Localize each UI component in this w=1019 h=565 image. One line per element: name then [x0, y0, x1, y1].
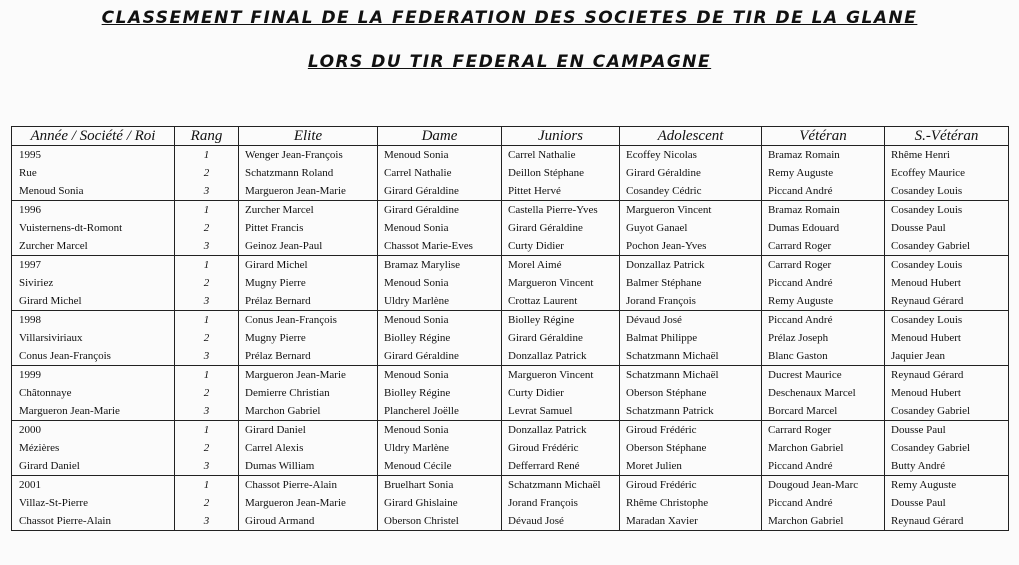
- table-cell: Oberson Stéphane: [620, 439, 762, 457]
- table-cell: Piccand André: [762, 311, 885, 330]
- table-cell: 1996: [12, 201, 175, 220]
- document-title: CLASSEMENT FINAL DE LA FEDERATION DES SOCIETES DE TIR DE LA GLANE: [101, 8, 918, 28]
- table-cell: Cosandey Louis: [885, 256, 1009, 275]
- table-cell: Villaz-St-Pierre: [12, 494, 175, 512]
- table-cell: Girard Géraldine: [378, 182, 502, 201]
- table-cell: Margueron Jean-Marie: [12, 402, 175, 421]
- table-row: [12, 384, 1009, 402]
- col-header-juniors: Juniors: [502, 127, 620, 146]
- table-cell: Dousse Paul: [885, 219, 1009, 237]
- table-cell: 3: [175, 237, 239, 256]
- table-cell: 2: [175, 329, 239, 347]
- table-cell: Girard Géraldine: [378, 201, 502, 220]
- table-row: [12, 494, 1009, 512]
- table-cell: Pittet Francis: [239, 219, 378, 237]
- table-cell: 1: [175, 311, 239, 330]
- table-cell: Menoud Hubert: [885, 274, 1009, 292]
- table-cell: Conus Jean-François: [239, 311, 378, 330]
- table-cell: Menoud Sonia: [378, 311, 502, 330]
- col-header-super-veteran: S.-Vétéran: [885, 127, 1009, 146]
- table-row: [12, 182, 1009, 201]
- table-cell: Donzallaz Patrick: [502, 347, 620, 366]
- table-row: [12, 292, 1009, 311]
- table-cell: Ecoffey Nicolas: [620, 146, 762, 165]
- table-row: [12, 402, 1009, 421]
- table-cell: Menoud Sonia: [378, 219, 502, 237]
- table-cell: Dougoud Jean-Marc: [762, 476, 885, 495]
- table-cell: Dousse Paul: [885, 494, 1009, 512]
- table-cell: Girard Géraldine: [502, 219, 620, 237]
- table-row: [12, 201, 1009, 220]
- ranking-table-body: [12, 146, 1009, 531]
- table-cell: Bramaz Romain: [762, 201, 885, 220]
- col-header-veteran: Vétéran: [762, 127, 885, 146]
- table-cell: 2: [175, 164, 239, 182]
- table-cell: Cosandey Louis: [885, 311, 1009, 330]
- table-row: [12, 347, 1009, 366]
- table-cell: Piccand André: [762, 182, 885, 201]
- table-cell: Menoud Hubert: [885, 329, 1009, 347]
- table-row: [12, 237, 1009, 256]
- table-cell: Oberson Christel: [378, 512, 502, 531]
- table-cell: 3: [175, 457, 239, 476]
- table-cell: Levrat Samuel: [502, 402, 620, 421]
- table-row: [12, 219, 1009, 237]
- table-cell: Prélaz Bernard: [239, 292, 378, 311]
- table-cell: Mugny Pierre: [239, 274, 378, 292]
- table-cell: Morel Aimé: [502, 256, 620, 275]
- table-cell: 1: [175, 421, 239, 440]
- table-cell: Rhême Henri: [885, 146, 1009, 165]
- table-cell: Piccand André: [762, 494, 885, 512]
- table-cell: Margueron Jean-Marie: [239, 494, 378, 512]
- table-cell: Giroud Frédéric: [620, 476, 762, 495]
- col-header-dame: Dame: [378, 127, 502, 146]
- table-row: [12, 366, 1009, 385]
- table-cell: Schatzmann Michaël: [620, 366, 762, 385]
- table-cell: Cosandey Gabriel: [885, 439, 1009, 457]
- table-cell: Margueron Vincent: [620, 201, 762, 220]
- table-cell: Dousse Paul: [885, 421, 1009, 440]
- header-row: [12, 127, 1009, 146]
- table-cell: 1: [175, 146, 239, 165]
- table-cell: Rhême Christophe: [620, 494, 762, 512]
- table-cell: Bramaz Marylise: [378, 256, 502, 275]
- table-cell: Guyot Ganael: [620, 219, 762, 237]
- table-cell: Biolley Régine: [378, 329, 502, 347]
- table-cell: Borcard Marcel: [762, 402, 885, 421]
- table-cell: Pochon Jean-Yves: [620, 237, 762, 256]
- table-cell: Cosandey Gabriel: [885, 402, 1009, 421]
- table-cell: Mézières: [12, 439, 175, 457]
- col-header-annee-societe-roi: Année / Société / Roi: [12, 127, 175, 146]
- table-cell: Donzallaz Patrick: [620, 256, 762, 275]
- table-cell: Jorand François: [620, 292, 762, 311]
- table-cell: Plancherel Joëlle: [378, 402, 502, 421]
- table-cell: 2001: [12, 476, 175, 495]
- table-cell: Oberson Stéphane: [620, 384, 762, 402]
- table-cell: Remy Auguste: [885, 476, 1009, 495]
- table-cell: Girard Géraldine: [620, 164, 762, 182]
- table-cell: Jaquier Jean: [885, 347, 1009, 366]
- table-cell: Bruelhart Sonia: [378, 476, 502, 495]
- table-cell: 1: [175, 256, 239, 275]
- table-cell: Ecoffey Maurice: [885, 164, 1009, 182]
- table-cell: Siviriez: [12, 274, 175, 292]
- table-cell: Margueron Jean-Marie: [239, 366, 378, 385]
- table-cell: Girard Géraldine: [502, 329, 620, 347]
- table-cell: 3: [175, 292, 239, 311]
- table-row: [12, 476, 1009, 495]
- table-cell: Prélaz Bernard: [239, 347, 378, 366]
- table-cell: 1: [175, 476, 239, 495]
- table-cell: Vuisternens-dt-Romont: [12, 219, 175, 237]
- table-cell: Remy Auguste: [762, 164, 885, 182]
- table-row: [12, 329, 1009, 347]
- table-row: [12, 256, 1009, 275]
- table-cell: Rue: [12, 164, 175, 182]
- table-cell: Jorand François: [502, 494, 620, 512]
- table-cell: Margueron Vincent: [502, 274, 620, 292]
- table-row: [12, 164, 1009, 182]
- table-cell: Bramaz Romain: [762, 146, 885, 165]
- table-cell: Dévaud José: [502, 512, 620, 531]
- table-cell: 1: [175, 366, 239, 385]
- table-cell: 2000: [12, 421, 175, 440]
- table-cell: Chassot Pierre-Alain: [12, 512, 175, 531]
- table-cell: Deschenaux Marcel: [762, 384, 885, 402]
- table-cell: Margueron Jean-Marie: [239, 182, 378, 201]
- table-cell: 3: [175, 402, 239, 421]
- table-cell: Menoud Sonia: [378, 274, 502, 292]
- table-cell: Ducrest Maurice: [762, 366, 885, 385]
- table-cell: Pittet Hervé: [502, 182, 620, 201]
- table-cell: 3: [175, 512, 239, 531]
- table-cell: Defferrard René: [502, 457, 620, 476]
- table-cell: Balmat Philippe: [620, 329, 762, 347]
- table-cell: Donzallaz Patrick: [502, 421, 620, 440]
- table-cell: Cosandey Louis: [885, 182, 1009, 201]
- table-cell: Giroud Frédéric: [620, 421, 762, 440]
- table-cell: Zurcher Marcel: [239, 201, 378, 220]
- table-cell: Margueron Vincent: [502, 366, 620, 385]
- table-cell: Reynaud Gérard: [885, 366, 1009, 385]
- table-cell: Menoud Sonia: [378, 146, 502, 165]
- table-cell: Castella Pierre-Yves: [502, 201, 620, 220]
- table-cell: Reynaud Gérard: [885, 512, 1009, 531]
- table-cell: Carrard Roger: [762, 421, 885, 440]
- table-cell: Schatzmann Patrick: [620, 402, 762, 421]
- table-cell: Girard Michel: [239, 256, 378, 275]
- table-cell: Giroud Frédéric: [502, 439, 620, 457]
- table-cell: Carrard Roger: [762, 237, 885, 256]
- table-cell: Moret Julien: [620, 457, 762, 476]
- table-cell: Piccand André: [762, 457, 885, 476]
- table-cell: Wenger Jean-François: [239, 146, 378, 165]
- table-cell: Carrel Alexis: [239, 439, 378, 457]
- table-cell: Carrard Roger: [762, 256, 885, 275]
- table-cell: Menoud Sonia: [12, 182, 175, 201]
- table-cell: Cosandey Gabriel: [885, 237, 1009, 256]
- table-cell: Marchon Gabriel: [762, 512, 885, 531]
- table-cell: 3: [175, 182, 239, 201]
- table-cell: 2: [175, 494, 239, 512]
- table-row: [12, 421, 1009, 440]
- table-cell: Demierre Christian: [239, 384, 378, 402]
- table-cell: Blanc Gaston: [762, 347, 885, 366]
- table-row: [12, 512, 1009, 531]
- table-cell: Châtonnaye: [12, 384, 175, 402]
- table-cell: Chassot Marie-Eves: [378, 237, 502, 256]
- table-cell: Piccand André: [762, 274, 885, 292]
- table-row: [12, 274, 1009, 292]
- table-cell: Girard Daniel: [12, 457, 175, 476]
- table-cell: 2: [175, 274, 239, 292]
- table-cell: Chassot Pierre-Alain: [239, 476, 378, 495]
- ranking-table: [11, 126, 1009, 531]
- table-cell: Villarsiviriaux: [12, 329, 175, 347]
- table-cell: 1995: [12, 146, 175, 165]
- table-cell: Curty Didier: [502, 384, 620, 402]
- table-cell: Menoud Sonia: [378, 421, 502, 440]
- table-cell: Butty André: [885, 457, 1009, 476]
- table-cell: Uldry Marlène: [378, 439, 502, 457]
- table-cell: Schatzmann Michaël: [620, 347, 762, 366]
- table-cell: Cosandey Cédric: [620, 182, 762, 201]
- table-cell: Zurcher Marcel: [12, 237, 175, 256]
- table-cell: 2: [175, 439, 239, 457]
- table-cell: Girard Ghislaine: [378, 494, 502, 512]
- table-cell: Menoud Cécile: [378, 457, 502, 476]
- table-cell: 1999: [12, 366, 175, 385]
- table-cell: Menoud Sonia: [378, 366, 502, 385]
- col-header-adolescent: Adolescent: [620, 127, 762, 146]
- table-cell: 1: [175, 201, 239, 220]
- table-cell: Dumas Edouard: [762, 219, 885, 237]
- col-header-rang: Rang: [175, 127, 239, 146]
- table-cell: Carrel Nathalie: [378, 164, 502, 182]
- document-subtitle: LORS DU TIR FEDERAL EN CAMPAGNE: [307, 52, 712, 72]
- table-cell: Dumas William: [239, 457, 378, 476]
- table-cell: Balmer Stéphane: [620, 274, 762, 292]
- table-cell: Conus Jean-François: [12, 347, 175, 366]
- table-cell: Prélaz Joseph: [762, 329, 885, 347]
- table-cell: 2: [175, 219, 239, 237]
- table-cell: Girard Michel: [12, 292, 175, 311]
- table-cell: Cosandey Louis: [885, 201, 1009, 220]
- table-row: [12, 439, 1009, 457]
- table-cell: Biolley Régine: [502, 311, 620, 330]
- table-row: [12, 311, 1009, 330]
- table-cell: Menoud Hubert: [885, 384, 1009, 402]
- table-cell: Marchon Gabriel: [239, 402, 378, 421]
- table-cell: Schatzmann Michaël: [502, 476, 620, 495]
- table-row: [12, 457, 1009, 476]
- table-cell: 1998: [12, 311, 175, 330]
- table-cell: Girard Daniel: [239, 421, 378, 440]
- table-cell: Giroud Armand: [239, 512, 378, 531]
- table-cell: Crottaz Laurent: [502, 292, 620, 311]
- table-cell: Remy Auguste: [762, 292, 885, 311]
- table-row: [12, 146, 1009, 165]
- table-cell: Maradan Xavier: [620, 512, 762, 531]
- table-cell: Mugny Pierre: [239, 329, 378, 347]
- table-cell: Biolley Régine: [378, 384, 502, 402]
- table-cell: Girard Géraldine: [378, 347, 502, 366]
- table-cell: Curty Didier: [502, 237, 620, 256]
- table-cell: Uldry Marlène: [378, 292, 502, 311]
- table-cell: Dévaud José: [620, 311, 762, 330]
- table-cell: Deillon Stéphane: [502, 164, 620, 182]
- table-cell: Carrel Nathalie: [502, 146, 620, 165]
- table-cell: Reynaud Gérard: [885, 292, 1009, 311]
- table-cell: Geinoz Jean-Paul: [239, 237, 378, 256]
- table-cell: Marchon Gabriel: [762, 439, 885, 457]
- table-cell: 2: [175, 384, 239, 402]
- col-header-elite: Elite: [239, 127, 378, 146]
- table-cell: 3: [175, 347, 239, 366]
- table-cell: 1997: [12, 256, 175, 275]
- table-cell: Schatzmann Roland: [239, 164, 378, 182]
